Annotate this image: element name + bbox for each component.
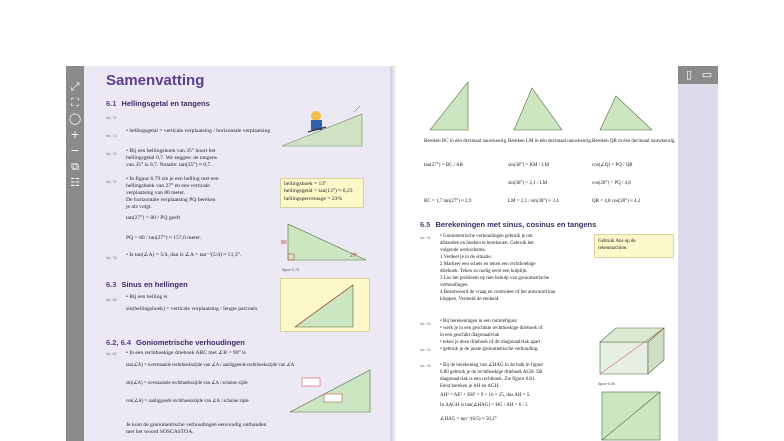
viewer-toolbar <box>66 66 84 441</box>
equation-result: QR = 4,8 cos(28°) ≈ 4,2 <box>592 199 641 204</box>
angle-label: 27° <box>350 253 358 259</box>
section-number: 6.5 <box>420 220 431 229</box>
text-line: Je kunt de goniometrische verhoudingen eenvoudig onthouden <box>126 422 267 428</box>
section-heading <box>106 280 188 289</box>
text-line: In ΔAGH is tan(∠HAG) = HG / AH = 6 / 5 <box>440 403 528 408</box>
text-line: sin(hellingshoek) = verticale verplaatsing / lengte parcours <box>126 306 258 312</box>
note-line: hellingsgetal = tan(13°) ≈ 0,23 <box>284 188 353 195</box>
text-line: 6.80 gebruik je de rechthoekige driehoek AGH. Dit <box>440 370 543 375</box>
page-ref: blz. 74 <box>106 180 117 184</box>
page-ref: blz. 78 <box>106 256 117 260</box>
text-line: met het woord SOSCASTOA. <box>126 429 194 435</box>
text-line: • werk je in een geschikte rechthoekige driehoek of <box>440 326 543 331</box>
page-ref: blz. 80 <box>106 298 117 302</box>
text-line: tan(27°) = 80 / PQ geeft <box>126 215 181 221</box>
note-line: hellingspercentage = 23% <box>284 195 343 202</box>
page-ref: blz. 94 <box>420 348 431 352</box>
page-ref: blz. 96 <box>420 364 431 368</box>
text-line: PQ = 80 / tan(27°) ≈ 157,0 meter. <box>126 235 202 241</box>
page-ref: blz. 93 <box>420 322 431 326</box>
text-line: kloppen. Vermeld de eenheid. <box>440 297 500 302</box>
text-line: De horizontale verplaatsing PQ bereken <box>126 197 216 203</box>
fullscreen-icon[interactable]: ⛶ <box>71 96 79 109</box>
text-line: verplaatsing van 80 meter. <box>126 190 186 196</box>
section-number: 6.1 <box>106 99 117 108</box>
page-ref: blz. 73 <box>106 152 117 156</box>
page-mode-toolbar <box>678 66 718 84</box>
triangle-figure-2 <box>510 84 566 134</box>
text-line: hellingshoek van 27° en een verticale <box>126 183 210 189</box>
text-line: Eerst bereken je AH en AGH. <box>440 384 500 389</box>
section-number: 6.2, 6.4 <box>106 338 132 347</box>
text-line: tan(∠A) = overstaande rechthoekszijde van ∠A / aanliggende rechthoekszijde van ∠A <box>126 363 295 368</box>
rotate-icon[interactable]: ◯ <box>68 112 82 125</box>
slope-triangle-figure <box>280 216 372 266</box>
note-line: rekenmachine. <box>598 246 628 252</box>
double-page-icon[interactable]: ▭ <box>701 68 713 81</box>
triangle-abc-figure <box>284 364 376 416</box>
note-line: hellingshoek = 13° <box>284 181 327 187</box>
page-ref: blz. 82 <box>106 352 117 356</box>
equation: sin(38°) = 2,1 / LM <box>508 181 548 186</box>
text-line: driehoek. Teken zo nodig eerst een hulplijn. <box>440 269 528 274</box>
equation: cos(∠Q) = PQ / QR <box>592 163 633 168</box>
page-ref: blz. 72 <box>106 116 117 120</box>
text-line: • Bij berekeningen in een ruimtefiguur <box>440 319 518 324</box>
column-header: Bereken BC in één decimaal nauwkeurig. <box>424 139 508 144</box>
section-label: Berekeningen met sinus, cosinus en tangens <box>435 220 597 229</box>
text-line: • Goniometrische verhoudingen gebruik je om <box>440 234 533 239</box>
layout-icon[interactable]: ☷ <box>70 176 80 189</box>
slope-figure <box>281 279 371 333</box>
figure-label: figuur 6.79 <box>282 268 299 272</box>
text-line: cos(∠A) = aanliggende rechthoekszijde van ∠A / schuine zijde <box>126 399 249 404</box>
page-ref: blz. 72 <box>106 134 117 138</box>
text-line: • In een rechthoekige driehoek ABC met ∠B = 90° is <box>126 350 246 356</box>
triangle-figure-3 <box>596 92 656 134</box>
column-header: Bereken QR in één decimaal nauwkeurig. <box>592 139 676 144</box>
text-line: • teken je deze driehoek of dit diagonaalvlak apart <box>440 340 541 345</box>
text-line: • Is tan(∠A) = 5/4, dan is ∠A = tan⁻¹(5/4) ≈ 51,3°. <box>126 252 242 258</box>
slope-figure-box <box>280 278 370 332</box>
text-line: 3 Los het probleem op met behulp van goniometrische <box>440 276 550 281</box>
text-line: • gebruik je de juiste goniometrische verhouding. <box>440 347 539 352</box>
equation: tan(27°) = BC / AB <box>424 163 463 168</box>
left-page <box>84 66 390 441</box>
text-line: • Bij een hellingshoek van 35° hoort het <box>126 148 216 154</box>
text-line: ∠HAG = tan⁻¹(6/5) ≈ 50,2° <box>440 417 497 422</box>
text-line: 1 Verdeel je in de situatie. <box>440 255 492 260</box>
box-figure <box>594 322 670 380</box>
page-ref: blz. 90 <box>420 236 431 240</box>
equation: cos(28°) = PQ / 4,8 <box>592 181 631 186</box>
text-line: • Bij een helling is <box>126 294 168 300</box>
text-line: sin(∠A) = overstaande rechthoekszijde van ∠A / schuine zijde <box>126 381 248 386</box>
section-label: Sinus en hellingen <box>121 280 188 289</box>
text-line: • hellingsgetal = verticale verplaatsing / horizontale verplaatsing <box>126 128 271 134</box>
column-header: Bereken LM in één decimaal nauwkeurig. <box>508 139 593 144</box>
section-heading <box>106 338 245 347</box>
tip-box <box>594 234 674 258</box>
section-number: 6.3 <box>106 280 117 289</box>
fit-icon[interactable]: ⤢ <box>70 80 80 93</box>
equation: sin(38°) = KM / LM <box>508 163 549 168</box>
text-line: van 35° is 0,7. Notatie: tan(35°) ≈ 0,7. <box>126 162 212 168</box>
note-box <box>280 178 364 208</box>
text-line: AH² = AE² + EH² = 9 + 16 = 25, dus AH = 5. <box>440 393 531 398</box>
text-line: volgende werkschema. <box>440 248 486 253</box>
text-line: • In figuur 6.79 zie je een helling met een <box>126 176 219 182</box>
equation-result: BC = 1,7 tan(27°) ≈ 2,9 <box>424 199 472 204</box>
section-label: Goniometrische verhoudingen <box>136 338 245 347</box>
text-line: in een geschikt diagonaalvlak <box>440 333 500 338</box>
zoom-out-icon[interactable]: − <box>70 144 80 157</box>
text-line: 4 Beantwoord de vraag en controleer of het antwoord kan <box>440 290 556 295</box>
triangle-figure-1 <box>424 78 474 134</box>
text-line: hellingsgetal 0,7. We zeggen: de tangens <box>126 155 217 161</box>
diagonal-plane-figure <box>596 388 666 441</box>
section-label: Hellingsgetal en tangens <box>121 99 210 108</box>
text-line: verhoudingen. <box>440 283 469 288</box>
note-line: Gebruik Ans op de <box>598 239 636 244</box>
crop-icon[interactable]: ⧉ <box>71 160 79 173</box>
text-line: 2 Markeer een schets en teken een rechthoekige <box>440 262 536 267</box>
right-page <box>396 66 678 441</box>
text-line: je als volgt. <box>126 204 152 210</box>
text-line: • Bij de berekening van ∠HAG in de balk in figuur <box>440 363 544 368</box>
single-page-icon[interactable]: ▯ <box>685 68 693 81</box>
text-line: diagonaalvlak is een rechthoek. Zie figuur 6.81. <box>440 377 536 382</box>
page-title: Samenvatting <box>106 72 205 89</box>
section-heading <box>106 99 210 108</box>
section-heading <box>420 220 596 229</box>
equation-result: LM = 2,1 / sin(38°) ≈ 3,4 <box>508 199 559 204</box>
skater-illustration <box>280 100 364 148</box>
height-label: 80 <box>281 240 287 246</box>
figure-label: figuur 6.80 <box>598 382 615 386</box>
text-line: afstanden en hoeken te berekenen. Gebruik het <box>440 241 534 246</box>
zoom-in-icon[interactable]: + <box>70 128 80 141</box>
